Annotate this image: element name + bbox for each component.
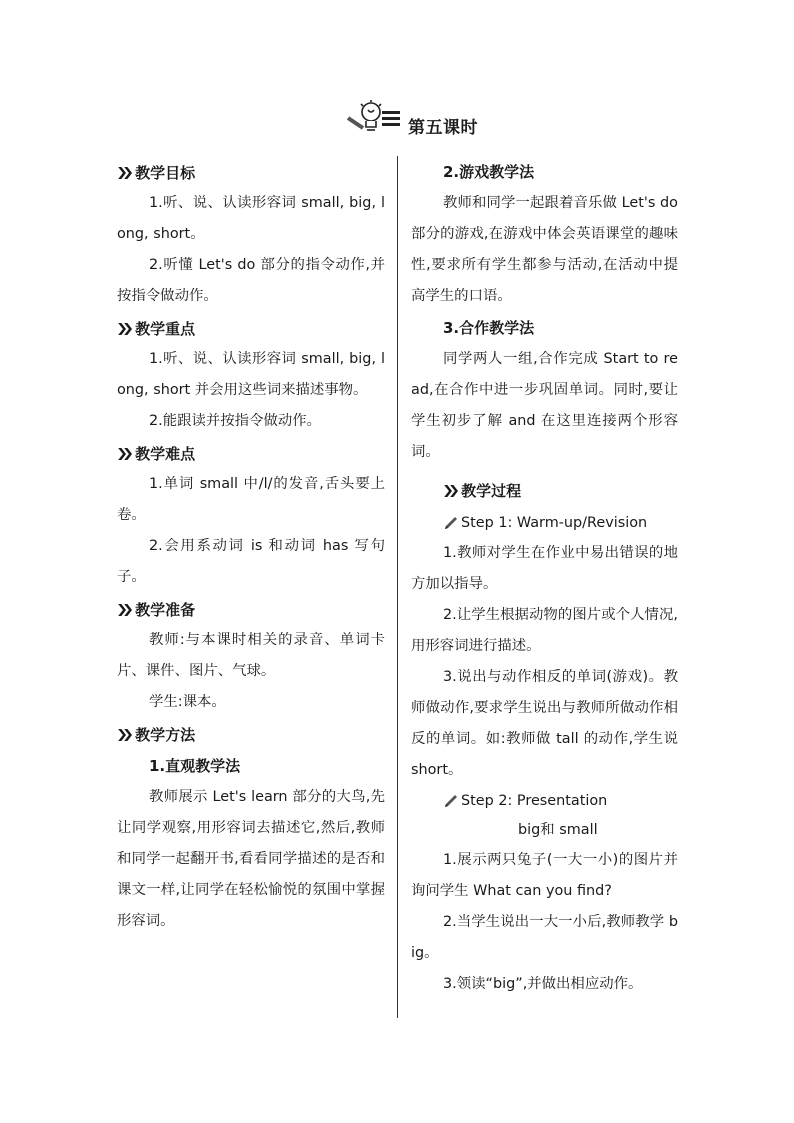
step-title: Step 2: Presentation [461, 793, 608, 809]
paragraph: 1.听、说、认读形容词 small, big, long, short。 [117, 195, 385, 242]
paragraph: 学生:课本。 [149, 694, 226, 710]
lightbulb-pencil-icon [344, 100, 402, 136]
double-chevron-icon: ❯❯ [115, 321, 129, 335]
double-chevron-icon: ❯❯ [115, 165, 129, 179]
step-heading [411, 508, 678, 538]
paragraph: 2.让学生根据动物的图片或个人情况,用形容词进行描述。 [411, 607, 678, 654]
paragraph: 1.听、说、认读形容词 small, big, long, short 并会用这些词来描述事物。 [117, 351, 385, 398]
pen-icon [443, 793, 459, 809]
pen-icon [443, 515, 459, 531]
paragraph: 教师:与本课时相关的录音、单词卡片、课件、图片、气球。 [117, 632, 385, 679]
right-column [411, 156, 678, 1000]
section-heading-difficulties [117, 437, 385, 469]
paragraph: 教师展示 Let's learn 部分的大鸟,先让同学观察,用形容词去描述它,然后,教师和同学一起翻开书,看看同学描述的是否和课文一样,让同学在轻松愉悦的氛围中掌握形容词。 [117, 789, 385, 929]
section-heading-goals [117, 156, 385, 188]
step-subtitle: big和 small [518, 822, 598, 838]
method-title: 2.游戏教学法 [443, 163, 535, 181]
paragraph: 3.说出与动作相反的单词(游戏)。教师做动作,要求学生说出与教师所做动作相反的单词。如:教师做 tall 的动作,学生说 short。 [411, 669, 678, 778]
paragraph: 2.能跟读并按指令做动作。 [149, 413, 322, 429]
left-column [117, 156, 385, 937]
step-title: Step 1: Warm-up/Revision [461, 515, 648, 531]
section-title: 教学准备 [135, 600, 196, 619]
section-title: 教学重点 [135, 319, 196, 338]
method-title: 1.直观教学法 [149, 757, 241, 775]
paragraph: 2.当学生说出一大一小后,教师教学 big。 [411, 914, 678, 961]
step-heading [411, 786, 678, 816]
section-heading-preparation [117, 593, 385, 625]
section-title: 教学目标 [135, 163, 196, 182]
paragraph: 教师和同学一起跟着音乐做 Let's do 部分的游戏,在游戏中体会英语课堂的趣味性,要求所有学生都参与活动,在活动中提高学生的口语。 [411, 195, 678, 304]
section-heading-process [411, 472, 678, 508]
column-divider [397, 156, 398, 1018]
section-title: 教学过程 [461, 481, 522, 500]
paragraph: 2.听懂 Let's do 部分的指令动作,并按指令做动作。 [117, 257, 385, 304]
method-title: 3.合作教学法 [443, 319, 535, 337]
section-title: 教学难点 [135, 444, 196, 463]
double-chevron-icon: ❯❯ [115, 446, 129, 460]
page-header [0, 96, 794, 146]
section-heading-keypoints [117, 312, 385, 344]
page-title: 第五课时 [408, 118, 478, 138]
double-chevron-icon: ❯❯ [441, 483, 455, 497]
paragraph: 同学两人一组,合作完成 Start to read,在合作中进一步巩固单词。同时,要让学生初步了解 and 在这里连接两个形容词。 [411, 351, 678, 460]
paragraph: 2.会用系动词 is 和动词 has 写句子。 [117, 538, 385, 585]
paragraph: 1.教师对学生在作业中易出错误的地方加以指导。 [411, 545, 678, 592]
paragraph: 1.展示两只兔子(一大一小)的图片并询问学生 What can you find? [411, 852, 678, 899]
double-chevron-icon: ❯❯ [115, 602, 129, 616]
paragraph: 1.单词 small 中/l/的发音,舌头要上卷。 [117, 476, 385, 523]
section-heading-methods [117, 718, 385, 750]
double-chevron-icon: ❯❯ [115, 727, 129, 741]
section-title: 教学方法 [135, 725, 196, 744]
paragraph: 3.领读“big”,并做出相应动作。 [443, 976, 643, 992]
